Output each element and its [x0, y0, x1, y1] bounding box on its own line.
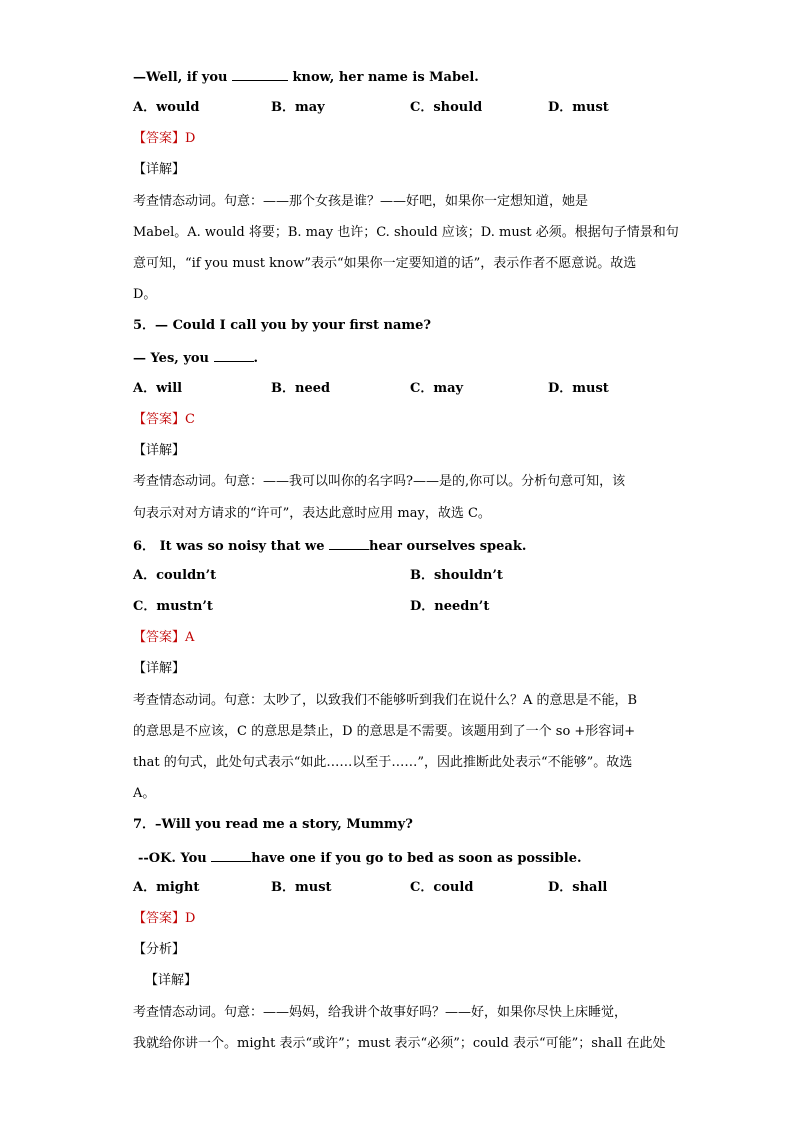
q5-stem-2-b: .: [253, 351, 259, 366]
q5-stem-2: [133, 349, 258, 367]
q7-stem-2: [138, 849, 582, 867]
q7-answer: [133, 911, 195, 927]
q7-option-b: B．must: [271, 880, 332, 895]
q5-explain-2: 句表示对对方请求的“许可”，表达此意时应用 may，故选 C。: [133, 506, 491, 521]
q7-analysis-label: 【分析】: [133, 942, 186, 957]
q4-option-d: D．must: [548, 100, 609, 115]
q4-explain-1: 考查情态动词。句意：——那个女孩是谁？——好吧，如果你一定想知道，她是: [133, 194, 589, 209]
q7-blank: [211, 849, 251, 862]
q5-answer: [133, 412, 195, 428]
q7-answer-value: D: [185, 911, 196, 926]
q4-option-b: B．may: [271, 100, 325, 115]
q5-explain-1: 考查情态动词。句意：——我可以叫你的名字吗?——是的,你可以。分析句意可知，该: [133, 474, 626, 489]
q4-detail-label: 【详解】: [133, 162, 186, 177]
q6-explain-2: 的意思是不应该，C 的意思是禁止，D 的意思是不需要。该题用到了一个 so +形容词+: [133, 724, 636, 739]
q6-answer-label: 【答案】: [133, 630, 186, 645]
q7-option-d: D．shall: [548, 880, 608, 895]
q5-option-d: D．must: [548, 381, 609, 396]
q6-explain-1: 考查情态动词。句意：太吵了，以致我们不能够听到我们在说什么？A 的意思是不能，B: [133, 693, 638, 708]
q6-blank: [329, 537, 369, 550]
q4-answer-value: D: [185, 131, 196, 146]
q5-detail-label: 【详解】: [133, 443, 186, 458]
q4-explain-3: 意可知，“if you must know”表示“如果你一定要知道的话”，表示作者不愿意说。故选: [133, 256, 637, 271]
q5-blank: [214, 349, 254, 362]
q7-explain-2: 我就给你讲一个。might 表示“或许”；must 表示“必须”；could 表示“可能”；shall 在此处: [133, 1036, 666, 1051]
q6-stem-a: 6． It was so noisy that we: [133, 539, 325, 554]
q6-stem-b: hear ourselves speak.: [369, 539, 527, 554]
q7-explain-1: 考查情态动词。句意：——妈妈，给我讲个故事好吗？——好，如果你尽快上床睡觉，: [133, 1005, 628, 1020]
q4-blank: [232, 68, 288, 81]
q6-explain-3: that 的句式，此处句式表示“如此……以至于……”，因此推断此处表示“不能够”。故选: [133, 755, 633, 770]
q7-answer-label: 【答案】: [133, 911, 186, 926]
q4-option-a: A．would: [133, 100, 200, 115]
q4-answer-label: 【答案】: [133, 131, 186, 146]
q5-option-b: B．need: [271, 381, 331, 396]
q5-stem-2-a: — Yes, you: [133, 351, 209, 366]
q4-stem-text-b: know, her name is Mabel.: [292, 70, 479, 85]
q4-stem-text-a: —Well, if you: [133, 70, 228, 85]
q6-answer-value: A: [185, 630, 195, 645]
q7-detail-label: 【详解】: [145, 973, 198, 988]
q7-stem-2-b: have one if you go to bed as soon as possible.: [251, 851, 582, 866]
q7-option-c: C．could: [410, 880, 474, 895]
q5-option-a: A．will: [133, 381, 183, 396]
q5-option-c: C．may: [410, 381, 464, 396]
q6-option-c: C．mustn’t: [133, 599, 213, 614]
q4-answer: [133, 131, 195, 147]
q6-explain-4: A。: [133, 786, 156, 801]
q5-stem-1: 5．— Could I call you by your first name?: [133, 318, 432, 333]
q6-answer: [133, 630, 194, 646]
q6-stem: [133, 537, 526, 555]
q7-stem-1: 7．–Will you read me a story, Mummy?: [133, 817, 413, 832]
q5-answer-value: C: [185, 412, 195, 427]
q6-option-d: D．needn’t: [410, 599, 490, 614]
q6-detail-label: 【详解】: [133, 661, 186, 676]
q7-stem-2-a: --OK. You: [138, 851, 207, 866]
q4-explain-4: D。: [133, 287, 157, 302]
q6-option-a: A．couldn’t: [133, 568, 217, 583]
q4-explain-2: Mabel。A. would 将要；B. may 也许；C. should 应该；D. must 必须。根据句子情景和句: [133, 225, 679, 240]
q5-answer-label: 【答案】: [133, 412, 186, 427]
q4-option-c: C．should: [410, 100, 483, 115]
q4-stem-line: [133, 68, 479, 86]
q6-option-b: B．shouldn’t: [410, 568, 503, 583]
q7-option-a: A．might: [133, 880, 200, 895]
